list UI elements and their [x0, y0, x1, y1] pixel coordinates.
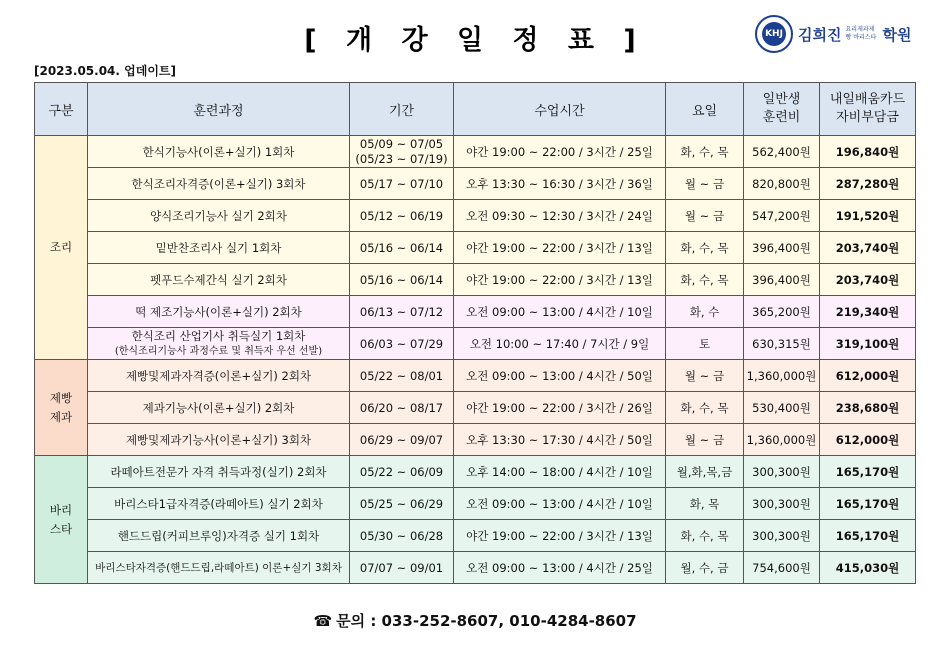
course-cell: 제빵및제과기능사(이론+실기) 3회차 — [88, 424, 350, 456]
general-fee-cell: 300,300원 — [744, 488, 820, 520]
card-copay-cell: 203,740원 — [820, 264, 916, 296]
period-cell: 05/12 ~ 06/19 — [350, 200, 454, 232]
table-row — [35, 328, 916, 360]
period-cell: 05/30 ~ 06/28 — [350, 520, 454, 552]
logo-subtitle: 요리제과제빵 바리스타 — [845, 26, 877, 41]
class-time-cell: 오후 14:00 ~ 18:00 / 4시간 / 10일 — [454, 456, 666, 488]
days-cell: 화, 수, 목 — [666, 264, 744, 296]
class-time-cell: 오후 13:30 ~ 17:30 / 4시간 / 50일 — [454, 424, 666, 456]
class-time-cell: 오후 13:30 ~ 16:30 / 3시간 / 36일 — [454, 168, 666, 200]
table-row — [35, 424, 916, 456]
card-copay-cell: 319,100원 — [820, 328, 916, 360]
period-cell: 05/17 ~ 07/10 — [350, 168, 454, 200]
header-course: 훈련과정 — [88, 83, 350, 136]
header-class-time: 수업시간 — [454, 83, 666, 136]
course-cell: 떡 제조기능사(이론+실기) 2회차 — [88, 296, 350, 328]
period-cell: 05/22 ~ 06/09 — [350, 456, 454, 488]
header-days: 요일 — [666, 83, 744, 136]
days-cell: 월 ~ 금 — [666, 360, 744, 392]
table-row — [35, 168, 916, 200]
card-copay-cell: 165,170원 — [820, 520, 916, 552]
academy-emblem-icon — [755, 15, 793, 53]
days-cell: 화, 수 — [666, 296, 744, 328]
days-cell: 화, 수, 목 — [666, 392, 744, 424]
card-copay-cell: 196,840원 — [820, 136, 916, 168]
table-row — [35, 520, 916, 552]
table-row — [35, 392, 916, 424]
days-cell: 월 ~ 금 — [666, 168, 744, 200]
class-time-cell: 야간 19:00 ~ 22:00 / 3시간 / 25일 — [454, 136, 666, 168]
update-date: [2023.05.04. 업데이트] — [34, 64, 176, 78]
general-fee-cell: 1,360,000원 — [744, 424, 820, 456]
days-cell: 화, 목 — [666, 488, 744, 520]
period-cell: 07/07 ~ 09/01 — [350, 552, 454, 584]
table-row — [35, 488, 916, 520]
period-cell: 05/25 ~ 06/29 — [350, 488, 454, 520]
period-cell — [350, 136, 454, 168]
class-time-cell: 야간 19:00 ~ 22:00 / 3시간 / 13일 — [454, 232, 666, 264]
days-cell: 월,화,목,금 — [666, 456, 744, 488]
table-header-row — [35, 83, 916, 136]
header-card-copay: 내일배움카드 자비부담금 — [820, 83, 916, 136]
card-copay-cell: 219,340원 — [820, 296, 916, 328]
course-cell — [88, 328, 350, 360]
table-row — [35, 456, 916, 488]
header-general-fee: 일반생 훈련비 — [744, 83, 820, 136]
class-time-cell: 오전 10:00 ~ 17:40 / 7시간 / 9일 — [454, 328, 666, 360]
class-time-cell: 오전 09:00 ~ 13:00 / 4시간 / 10일 — [454, 488, 666, 520]
card-copay-cell: 415,030원 — [820, 552, 916, 584]
general-fee-cell: 300,300원 — [744, 456, 820, 488]
table-row — [35, 136, 916, 168]
course-cell: 바리스타자격증(핸드드립,라떼아트) 이론+실기 3회차 — [88, 552, 350, 584]
course-name: 한식조리 산업기사 취득실기 1회차 — [131, 328, 306, 343]
course-cell: 바리스타1급자격증(라떼아트) 실기 2회차 — [88, 488, 350, 520]
contact-info — [0, 610, 950, 631]
class-time-cell: 오전 09:00 ~ 13:00 / 4시간 / 25일 — [454, 552, 666, 584]
table-row — [35, 360, 916, 392]
course-cell: 밑반찬조리사 실기 1회차 — [88, 232, 350, 264]
schedule-table — [34, 82, 916, 584]
class-time-cell: 야간 19:00 ~ 22:00 / 3시간 / 13일 — [454, 264, 666, 296]
days-cell: 화, 수, 목 — [666, 136, 744, 168]
class-time-cell: 야간 19:00 ~ 22:00 / 3시간 / 13일 — [454, 520, 666, 552]
period-cell: 06/03 ~ 07/29 — [350, 328, 454, 360]
period-alt-value: (05/23 ~ 07/19) — [355, 151, 448, 166]
card-copay-cell: 238,680원 — [820, 392, 916, 424]
course-cell: 한식조리자격증(이론+실기) 3회차 — [88, 168, 350, 200]
card-copay-cell: 612,000원 — [820, 424, 916, 456]
general-fee-cell: 820,800원 — [744, 168, 820, 200]
card-copay-cell: 287,280원 — [820, 168, 916, 200]
period-cell: 05/16 ~ 06/14 — [350, 232, 454, 264]
days-cell: 월 ~ 금 — [666, 424, 744, 456]
period-cell: 05/16 ~ 06/14 — [350, 264, 454, 296]
logo-suffix: 학원 — [882, 25, 912, 44]
card-copay-cell: 191,520원 — [820, 200, 916, 232]
general-fee-cell: 630,315원 — [744, 328, 820, 360]
table-row — [35, 552, 916, 584]
card-copay-cell: 612,000원 — [820, 360, 916, 392]
logo-mark: KHJ — [762, 22, 786, 46]
course-cell: 펫푸드수제간식 실기 2회차 — [88, 264, 350, 296]
period-cell: 05/22 ~ 08/01 — [350, 360, 454, 392]
general-fee-cell: 396,400원 — [744, 232, 820, 264]
days-cell: 월 ~ 금 — [666, 200, 744, 232]
general-fee-cell: 365,200원 — [744, 296, 820, 328]
header-period: 기간 — [350, 83, 454, 136]
course-note: (한식조리기능사 과정수료 및 취득자 우선 선발) — [114, 345, 323, 357]
course-cell: 양식조리기능사 실기 2회차 — [88, 200, 350, 232]
card-copay-cell: 165,170원 — [820, 456, 916, 488]
table-row — [35, 296, 916, 328]
period-cell: 06/20 ~ 08/17 — [350, 392, 454, 424]
general-fee-cell: 300,300원 — [744, 520, 820, 552]
table-row — [35, 232, 916, 264]
page-title: [ 개 강 일 정 표 ] — [304, 25, 646, 56]
category-cell: 조리 — [35, 136, 88, 360]
category-cell: 제빵 제과 — [35, 360, 88, 456]
general-fee-cell: 530,400원 — [744, 392, 820, 424]
academy-logo — [755, 12, 911, 56]
logo-name: 김희진 — [798, 25, 842, 44]
course-cell: 한식기능사(이론+실기) 1회차 — [88, 136, 350, 168]
general-fee-cell: 754,600원 — [744, 552, 820, 584]
period-cell: 06/29 ~ 09/07 — [350, 424, 454, 456]
class-time-cell: 야간 19:00 ~ 22:00 / 3시간 / 26일 — [454, 392, 666, 424]
contact-text: 문의 : 033-252-8607, 010-4284-8607 — [336, 612, 637, 630]
card-copay-cell: 165,170원 — [820, 488, 916, 520]
days-cell: 토 — [666, 328, 744, 360]
class-time-cell: 오전 09:00 ~ 13:00 / 4시간 / 10일 — [454, 296, 666, 328]
days-cell: 월, 수, 금 — [666, 552, 744, 584]
table-row — [35, 200, 916, 232]
general-fee-cell: 547,200원 — [744, 200, 820, 232]
general-fee-cell: 396,400원 — [744, 264, 820, 296]
course-cell: 라떼아트전문가 자격 취득과정(실기) 2회차 — [88, 456, 350, 488]
general-fee-cell: 1,360,000원 — [744, 360, 820, 392]
class-time-cell: 오전 09:00 ~ 13:00 / 4시간 / 50일 — [454, 360, 666, 392]
class-time-cell: 오전 09:30 ~ 12:30 / 3시간 / 24일 — [454, 200, 666, 232]
course-cell: 핸드드립(커피브루잉)자격증 실기 1회차 — [88, 520, 350, 552]
table-row — [35, 264, 916, 296]
header-category: 구분 — [35, 83, 88, 136]
general-fee-cell: 562,400원 — [744, 136, 820, 168]
category-cell: 바리 스타 — [35, 456, 88, 584]
card-copay-cell: 203,740원 — [820, 232, 916, 264]
period-value: 05/09 ~ 07/05 — [359, 136, 444, 151]
period-cell: 06/13 ~ 07/12 — [350, 296, 454, 328]
days-cell: 화, 수, 목 — [666, 232, 744, 264]
phone-icon: ☎ — [313, 612, 333, 630]
course-cell: 제빵및제과자격증(이론+실기) 2회차 — [88, 360, 350, 392]
days-cell: 화, 수, 목 — [666, 520, 744, 552]
course-cell: 제과기능사(이론+실기) 2회차 — [88, 392, 350, 424]
